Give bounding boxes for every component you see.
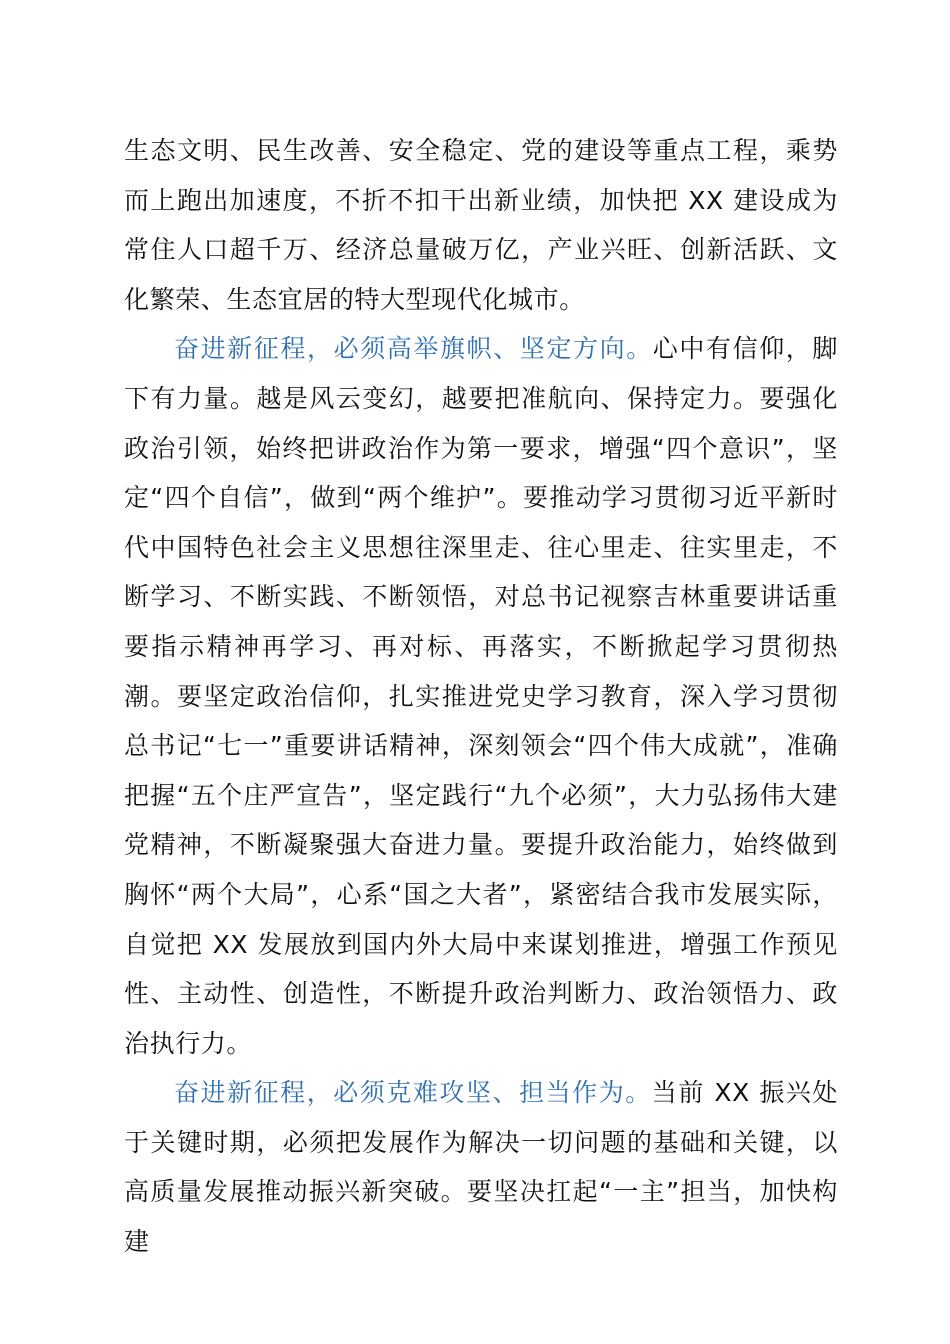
paragraph-2-heading: 奋进新征程，必须高举旗帜、坚定方向。 bbox=[174, 334, 653, 364]
paragraph-3-body: 当前 XX 振兴处于关键时期，必须把发展作为解决一切问题的基础和关键，以高质量发展推动振兴新突破。要坚决扛起“一主”担当，加快构建 bbox=[124, 1078, 839, 1257]
paragraph-2 bbox=[124, 324, 838, 1068]
paragraph-1 bbox=[124, 126, 838, 324]
paragraph-2-body: 心中有信仰，脚下有力量。越是风云变幻，越要把准航向、保持定力。要强化政治引领，始终把讲政治作为第一要求，增强“四个意识”，坚定“四个自信”，做到“两个维护”。要推动学习贯彻习近平新时代中国特色社会主义思想往深里走、往心里走、往实里走，不断学习、不断实践、不断领悟，对总书记视察吉林重要讲话重要指示精神再学习、再对标、再落实，不断掀起学习贯彻热潮。要坚定政治信仰，扎实推进党史学习教育，深入学习贯彻总书记“七一”重要讲话精神，深刻领会“四个伟大成就”，准确把握“五个庄严宣告”，坚定践行“九个必须”，大力弘扬伟大建党精神，不断凝聚强大奋进力量。要提升政治能力，始终做到胸怀“两个大局”，心系“国之大者”，紧密结合我市发展实际，自觉把 XX 发展放到国内外大局中来谋划推进，增强工作预见性、主动性、创造性，不断提升政治判断力、政治领悟力、政治执行力。 bbox=[124, 334, 838, 1058]
document-body bbox=[124, 126, 838, 1267]
paragraph-1-body: 生态文明、民生改善、安全稳定、党的建设等重点工程，乘势而上跑出加速度，不折不扣干出新业绩，加快把 XX 建设成为常住人口超千万、经济总量破万亿，产业兴旺、创新活跃、文化繁荣、生态宜居的特大型现代化城市。 bbox=[124, 136, 838, 314]
paragraph-3-heading: 奋进新征程，必须克难攻坚、担当作为。 bbox=[174, 1078, 652, 1108]
paragraph-3 bbox=[124, 1068, 838, 1266]
